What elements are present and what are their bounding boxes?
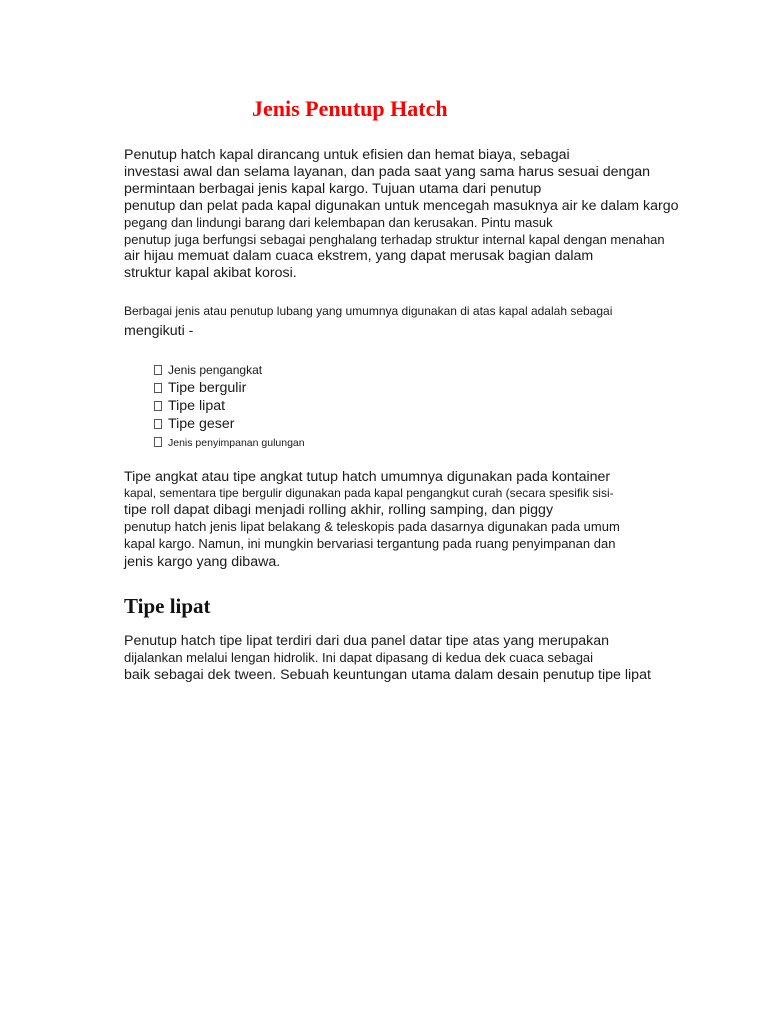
text-line: baik sebagai dek tween. Sebuah keuntungan utama dalam desain penutup tipe lipat xyxy=(124,667,651,683)
bullet-glyph-icon xyxy=(154,401,162,411)
text-line: Penutup hatch tipe lipat terdiri dari dua panel datar tipe atas yang merupakan xyxy=(124,633,610,649)
text-line: jenis kargo yang dibawa. xyxy=(124,554,281,570)
text-line: Penutup hatch kapal dirancang untuk efisien dan hemat biaya, sebagai xyxy=(124,147,570,163)
list-item: Jenis pengangkat xyxy=(154,364,262,376)
list-item: Tipe geser xyxy=(154,417,235,431)
text-line: Berbagai jenis atau penutup lubang yang umumnya digunakan di atas kapal adalah sebagai xyxy=(124,304,613,318)
section-heading: Tipe lipat xyxy=(124,594,211,618)
bullet-glyph-icon xyxy=(154,383,162,393)
bullet-glyph-icon xyxy=(154,437,162,447)
text-line: kapal, sementara tipe bergulir digunakan pada kapal pengangkut curah (secara spesifik sisi- xyxy=(124,486,614,500)
list-item: Tipe bergulir xyxy=(154,381,246,395)
list-item: Jenis penyimpanan gulungan xyxy=(154,437,305,449)
bullet-glyph-icon xyxy=(154,419,162,429)
text-line: investasi awal dan selama layanan, dan pada saat yang sama harus sesuai dengan xyxy=(124,164,651,180)
text-line: pegang dan lindungi barang dari kelembapan dan kerusakan. Pintu masuk xyxy=(124,215,553,230)
text-line: penutup dan pelat pada kapal digunakan untuk mencegah masuknya air ke dalam kargo xyxy=(124,198,679,214)
document-title: Jenis Penutup Hatch xyxy=(252,96,448,121)
text-line: mengikuti - xyxy=(124,323,194,339)
text-line: permintaan berbagai jenis kapal kargo. Tujuan utama dari penutup xyxy=(124,181,542,197)
list-item: Tipe lipat xyxy=(154,399,225,413)
text-line: dijalankan melalui lengan hidrolik. Ini dapat dipasang di kedua dek cuaca sebagai xyxy=(124,650,594,665)
text-line: Tipe angkat atau tipe angkat tutup hatch umumnya digunakan pada kontainer xyxy=(124,469,611,485)
text-line: penutup hatch jenis lipat belakang & teleskopis pada dasarnya digunakan pada umum xyxy=(124,519,620,534)
text-line: penutup juga berfungsi sebagai penghalang terhadap struktur internal kapal dengan menahan xyxy=(124,232,665,247)
text-line: tipe roll dapat dibagi menjadi rolling akhir, rolling samping, dan piggy xyxy=(124,502,554,518)
text-line: air hijau memuat dalam cuaca ekstrem, yang dapat merusak bagian dalam xyxy=(124,248,594,264)
text-line: kapal kargo. Namun, ini mungkin bervariasi tergantung pada ruang penyimpanan dan xyxy=(124,536,616,551)
text-line: struktur kapal akibat korosi. xyxy=(124,265,297,281)
bullet-glyph-icon xyxy=(154,365,162,375)
